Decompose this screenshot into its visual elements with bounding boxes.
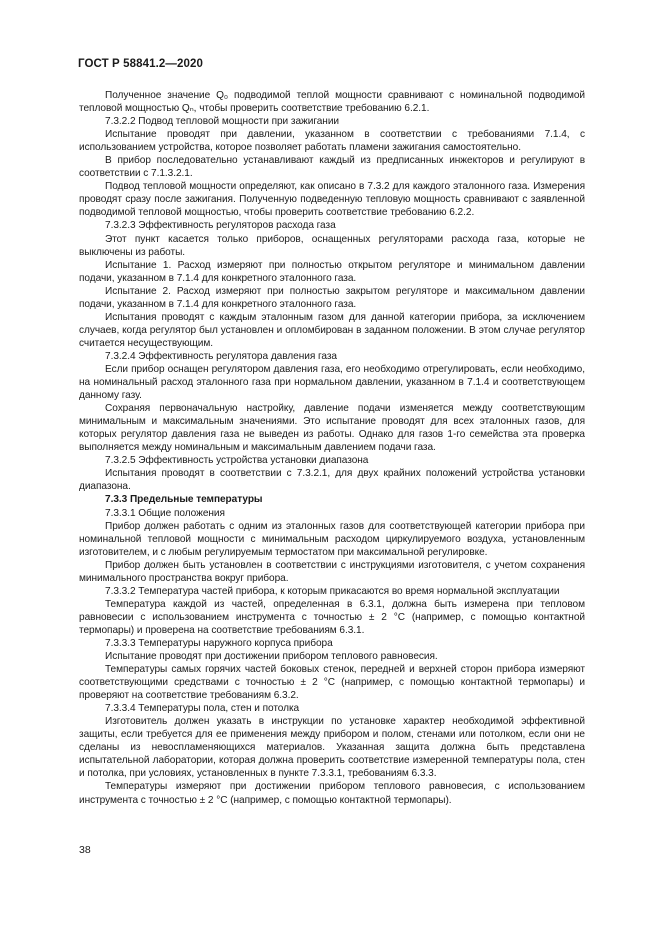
section-heading: 7.3.2.3 Эффективность регуляторов расхода газа xyxy=(105,220,336,232)
section-heading: 7.3.3.2 Температура частей прибора, к которым прикасаются во время нормальной эксплуатации xyxy=(105,585,560,597)
paragraph: Испытание 2. Расход измеряют при полностью закрытом регуляторе и максимальном давлении подачи, указанном в 7.1.4 для конкретного эталонного газа. xyxy=(79,285,585,310)
section-heading: 7.3.2.2 Подвод тепловой мощности при зажигании xyxy=(105,116,339,128)
paragraph: Испытание проводят при достижении прибором теплового равновесия. xyxy=(105,651,438,663)
paragraph: Температуры самых горячих частей боковых стенок, передней и верхней сторон прибора измеряют соответствующими средствами с точностью ± 2 °С (например, с помощью контактной термопары) и проверяют на соответствие требованиям 6.3.2. xyxy=(79,664,585,702)
paragraph: Температуры измеряют при достижении прибором теплового равновесия, с использованием инструмента с точностью ± 2 °С (например, с помощью контактной термопары). xyxy=(79,781,585,806)
paragraph: Испытания проводят в соответствии с 7.3.2.1, для двух крайних положений устройства установки диапазона. xyxy=(79,468,585,493)
paragraph: Испытания проводят с каждым эталонным газом для данной категории прибора, за исключением случаев, когда регулятор был установлен и опломбирован в заданном положении. В этом случае регулятор считается несуществующим. xyxy=(79,311,585,349)
paragraph: В прибор последовательно устанавливают каждый из предписанных инжекторов и регулируют в соответствии с 7.1.3.2.1. xyxy=(79,155,585,180)
paragraph: Температура каждой из частей, определенная в 6.3.1, должна быть измерена при тепловом равновесии с использованием инструмента с точностью ± 2 °С (например, с помощью контактной термопары) и проверена на соответствие требованиям 6.3.1. xyxy=(79,598,585,636)
section-heading: 7.3.3.3 Температуры наружного корпуса прибора xyxy=(105,637,333,649)
paragraph: Сохраняя первоначальную настройку, давление подачи изменяется между соответствующим минимальным и максимальным значениями. Это испытание проводят для всех эталонных газов, для которых регулятор давления газа не выведен из работы. Однако для газов 1-го семейства эта проверка выполняется между номинальным и максимальным давлением подачи газа. xyxy=(79,403,585,454)
paragraph: Испытание проводят при давлении, указанном в соответствии с требованиями 7.1.4, с использованием устройства, которое позволяет работать пламени зажигания самостоятельно. xyxy=(79,129,585,154)
paragraph: Если прибор оснащен регулятором давления газа, его необходимо отрегулировать, если необходимо, на номинальный расход эталонного газа при нормальном давлении, указанном в 7.1.4 и соответствующем данному газу. xyxy=(79,363,585,402)
paragraph: Прибор должен быть установлен в соответствии с инструкциями изготовителя, с учетом сохранения минимального пространства вокруг прибора. xyxy=(79,559,585,584)
section-heading: 7.3.3.4 Температуры пола, стен и потолка xyxy=(105,703,300,715)
section-heading: 7.3.3.1 Общие положения xyxy=(105,507,225,519)
section-heading: 7.3.2.4 Эффективность регулятора давления газа xyxy=(105,350,337,362)
paragraph: Прибор должен работать с одним из эталонных газов для соответствующей категории прибора при номинальной тепловой мощности с минимальным расходом циркулируемого воздуха, установленным изготовителем, и с любым регулируемым термостатом при максимальной регулировке. xyxy=(79,520,585,558)
paragraph: Подвод тепловой мощности определяют, как описано в 7.3.2 для каждого эталонного газа. Измерения проводят сразу после зажигания. Полученную подведенную тепловую мощность сравнивают с заявленной подводимой тепловой мощностью, чтобы проверить соответствие требованию 6.2.2. xyxy=(79,181,585,219)
paragraph: Этот пункт касается только приборов, оснащенных регуляторами расхода газа, которые не выключены из работы. xyxy=(79,233,585,258)
document-body xyxy=(79,89,585,807)
section-heading: 7.3.2.5 Эффективность устройства установки диапазона xyxy=(105,455,369,467)
page-number: 38 xyxy=(79,844,91,856)
section-heading-bold: 7.3.3 Предельные температуры xyxy=(105,494,263,506)
document-header: ГОСТ Р 58841.2—2020 xyxy=(78,58,203,70)
paragraph: Полученное значение Q₀ подводимой теплой мощности сравнивают с номинальной подводимой тепловой мощностью Qₙ, чтобы проверить соответствие требованию 6.2.1. xyxy=(79,90,585,115)
paragraph: Испытание 1. Расход измеряют при полностью открытом регуляторе и минимальном давлении подачи, указанном в 7.1.4 для конкретного эталонного газа. xyxy=(79,259,585,284)
paragraph: Изготовитель должен указать в инструкции по установке характер необходимой эффективной защиты, если требуется для ее применения между прибором и полом, стенами или потолком, если они не сделаны из невоспламеняющихся материалов. Указанная защита должна быть представлена испытательной лаборатории, которая должна проверить соответствие измеренной температуры пола, стен и потолка, при условиях, установленных в пункте 7.3.3.1, требованиям 6.3.3. xyxy=(79,716,585,780)
